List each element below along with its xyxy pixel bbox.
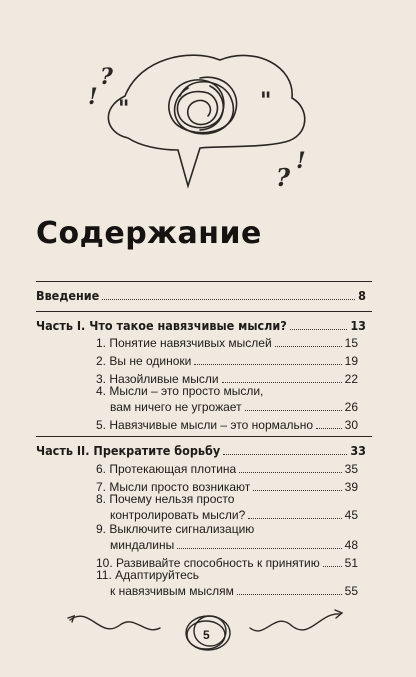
section-divider [36,311,372,312]
leader-dots [194,364,341,365]
page-title: Содержание [36,216,262,251]
toc-page-number: 35 [344,462,358,476]
footer-doodle [60,600,360,660]
toc-entry-number: 10. [96,556,113,570]
toc-entry-4-line1[interactable] [96,384,263,398]
toc-entry-9-line1[interactable] [96,522,254,536]
toc-entry-label: Вы не одиноки [109,354,192,368]
leader-dots [316,428,342,429]
toc-entry-9[interactable] [110,538,358,552]
toc-entry-4[interactable] [110,400,358,414]
toc-entry-label: Мысли – это просто мысли, [109,384,264,398]
toc-entry-label: Мысли просто возникают [109,480,251,494]
svg-text:?: ? [276,163,291,192]
toc-page-number: 13 [350,318,366,333]
toc-entry-number: 4. [96,384,107,398]
toc-entry-label: Понятие навязчивых мыслей [109,336,272,350]
page-number: 5 [203,628,210,642]
toc-entry-label-cont: вам ничего не угрожает [110,400,242,414]
toc-page-number: 26 [344,400,358,414]
toc-entry-2[interactable] [96,354,358,368]
leader-dots [177,548,341,549]
toc-page-number: 51 [344,556,358,570]
toc-entry-label: Развивайте способность к принятию [116,556,320,570]
toc-entry-6[interactable] [96,462,358,476]
toc-entry-11-line1[interactable] [96,568,199,582]
leader-dots [290,329,348,330]
toc-page-number: 33 [350,443,366,458]
toc-entry-label: Часть II. Прекратите борьбу [36,443,221,458]
leader-dots [323,566,342,567]
leader-dots [275,346,342,347]
svg-text:!: ! [88,84,98,110]
toc-entry-number: 9. [96,522,107,536]
toc-page-number: 22 [344,372,358,386]
svg-text:": " [118,96,130,122]
toc-entry-number: 5. [96,418,107,432]
toc-page-number: 45 [344,508,358,522]
toc-entry-number: 8. [96,492,107,506]
toc-entry-label-cont: к навязчивым мыслям [110,584,234,598]
svg-text:?: ? [100,64,113,90]
leader-dots [248,518,341,519]
toc-entry-5[interactable] [96,418,358,432]
toc-entry-label: Протекающая плотина [109,462,237,476]
toc-page-number: 8 [358,288,366,303]
toc-entry-label: Адаптируйтесь [115,568,200,582]
leader-dots [245,410,342,411]
title-divider [36,281,372,282]
section-divider [36,436,372,437]
toc-entry-label: Часть I. Что такое навязчивые мысли? [36,318,287,333]
toc-page-number: 19 [344,354,358,368]
toc-entry-number: 2. [96,354,107,368]
toc-entry-11[interactable] [110,584,358,598]
toc-entry-8[interactable] [110,508,358,522]
toc-entry-introduction[interactable] [36,288,366,303]
leader-dots [237,594,342,595]
toc-entry-number: 7. [96,480,107,494]
thought-bubble-illustration [70,38,330,213]
leader-dots [102,299,355,300]
toc-entry-label: Введение [36,288,100,303]
toc-entry-label: Навязчивые мысли – это нормально [109,418,314,432]
leader-dots [222,382,342,383]
leader-dots [223,454,347,455]
toc-page-number: 55 [344,584,358,598]
toc-entry-number: 1. [96,336,107,350]
toc-entry-part2[interactable] [36,443,366,458]
toc-page-number: 39 [344,480,358,494]
svg-text:!: ! [296,148,306,174]
toc-entry-label-cont: миндалины [110,538,175,552]
toc-page-number: 15 [344,336,358,350]
toc-page-number: 48 [344,538,358,552]
svg-text:": " [260,88,272,114]
toc-entry-number: 11. [96,568,112,582]
toc-page-number: 30 [344,418,358,432]
toc-entry-label: Выключите сигнализацию [109,522,255,536]
toc-entry-number: 3. [96,372,107,386]
toc-entry-label: Назойливые мысли [109,372,219,386]
toc-entry-part1[interactable] [36,318,366,333]
leader-dots [239,472,341,473]
toc-entry-label: Почему нельзя просто [109,492,235,506]
toc-entry-8-line1[interactable] [96,492,234,506]
toc-entry-1[interactable] [96,336,358,350]
leader-dots [253,490,341,491]
toc-entry-label-cont: контролировать мысли? [110,508,246,522]
toc-entry-number: 6. [96,462,107,476]
